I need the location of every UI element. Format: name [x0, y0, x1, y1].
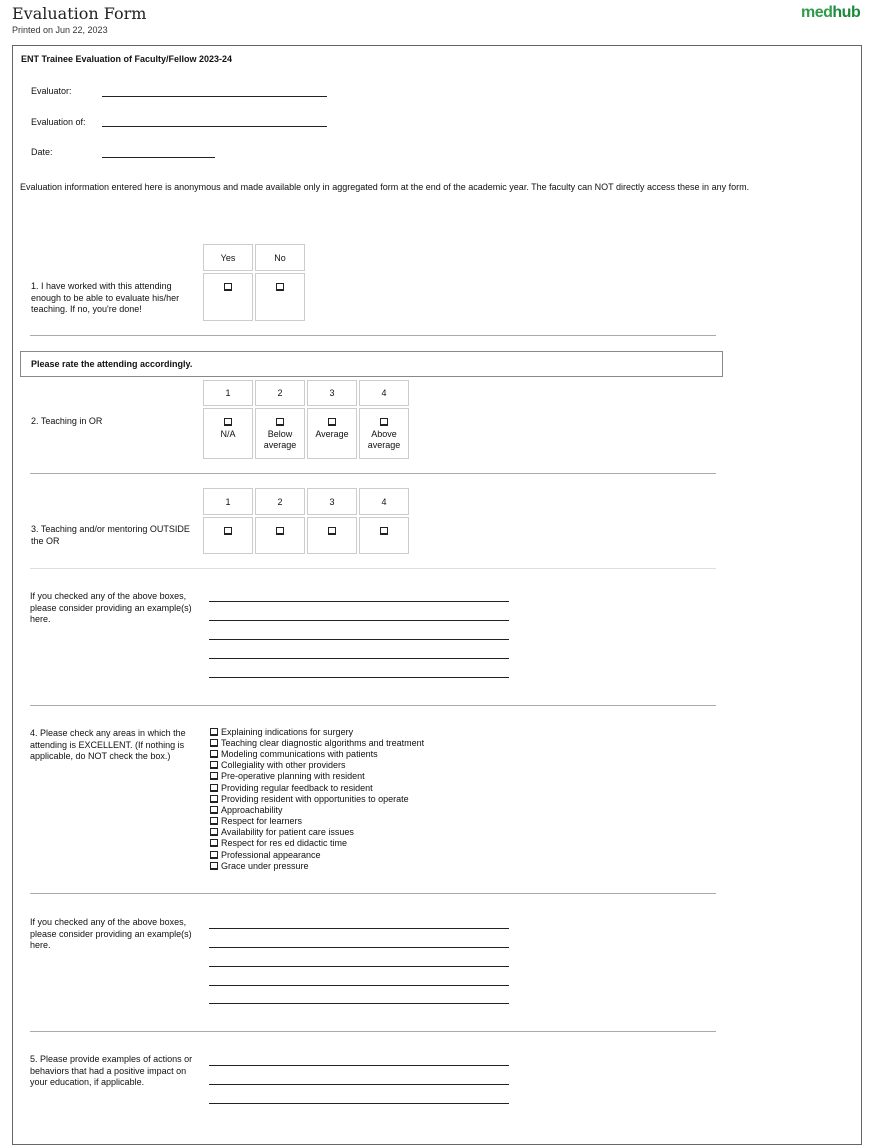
checkbox[interactable]: [210, 795, 218, 803]
q4-item: [210, 827, 424, 838]
q2-scale-4: 4: [359, 380, 409, 406]
checkbox[interactable]: [210, 750, 218, 758]
q4-item: [210, 737, 424, 748]
q3-checkbox-1[interactable]: [224, 527, 232, 535]
q5-line-1[interactable]: [209, 1065, 509, 1066]
q4-item: [210, 849, 424, 860]
q4-item: [210, 816, 424, 827]
q5-line-2[interactable]: [209, 1084, 509, 1085]
q2-cell-2: [255, 408, 305, 459]
q4-item-label: Respect for learners: [221, 816, 303, 827]
form-title: ENT Trainee Evaluation of Faculty/Fellow 2023-24: [21, 54, 233, 64]
q4-checklist: [210, 726, 424, 871]
q3-cell-4: [359, 517, 409, 554]
printed-date: Printed on Jun 22, 2023: [12, 25, 108, 35]
q4-question: 4. Please check any areas in which the attending is EXCELLENT. (If nothing is applicable, do NOT check the box.): [30, 728, 186, 761]
examples-1-line-4[interactable]: [209, 658, 509, 659]
evaluation-of-line[interactable]: [102, 126, 327, 127]
rate-section-header: Please rate the attending accordingly.: [20, 351, 723, 377]
q2-question: 2. Teaching in OR: [31, 416, 103, 426]
evaluation-of-label: Evaluation of:: [31, 117, 86, 127]
checkbox[interactable]: [210, 772, 218, 780]
q4-item: [210, 771, 424, 782]
checkbox[interactable]: [210, 806, 218, 814]
q4-item-label: Availability for patient care issues: [221, 827, 354, 838]
examples-1-line-1[interactable]: [209, 601, 509, 602]
q4-item-label: Collegiality with other providers: [221, 760, 346, 771]
q3-checkbox-4[interactable]: [380, 527, 388, 535]
examples-1-line-5[interactable]: [209, 677, 509, 678]
anonymity-notice: Evaluation information entered here is anonymous and made available only in aggregated form at the end of the academic year. The faculty can NOT directly access these in any form.: [20, 182, 750, 192]
q4-item: [210, 782, 424, 793]
q4-item-label: Explaining indications for surgery: [221, 726, 354, 737]
q2-label-average: Average: [315, 429, 349, 439]
q2-cell-3: [307, 408, 357, 459]
q3-question: 3. Teaching and/or mentoring OUTSIDE the OR: [31, 524, 190, 546]
q2-cell-4: [359, 408, 409, 459]
q5-question: 5. Please provide examples of actions or behaviors that had a positive impact on your education, if applicable.: [30, 1054, 193, 1087]
divider: [30, 473, 716, 474]
q3-cell-2: [255, 517, 305, 554]
examples-prompt-1: If you checked any of the above boxes, please consider providing an example(s) here.: [30, 591, 192, 624]
examples-1-line-2[interactable]: [209, 620, 509, 621]
q2-label-below-average: Below average: [263, 429, 297, 450]
q4-item: [210, 726, 424, 737]
q1-yes-checkbox[interactable]: [224, 283, 232, 291]
checkbox[interactable]: [210, 839, 218, 847]
q1-header-no: No: [255, 244, 305, 271]
q2-label-na: N/A: [220, 429, 236, 439]
divider: [30, 705, 716, 706]
q3-checkbox-3[interactable]: [328, 527, 336, 535]
divider: [30, 1031, 716, 1032]
q2-scale-3: 3: [307, 380, 357, 406]
q3-checkbox-2[interactable]: [276, 527, 284, 535]
q4-item: [210, 860, 424, 871]
examples-2-line-2[interactable]: [209, 947, 509, 948]
q2-label-above-average: Above average: [367, 429, 401, 450]
checkbox[interactable]: [210, 817, 218, 825]
page-title: Evaluation Form: [12, 4, 147, 23]
q1-question: 1. I have worked with this attending enough to be able to evaluate his/her teaching. If no, you're done!: [31, 281, 180, 314]
q4-item-label: Grace under pressure: [221, 860, 309, 871]
q3-scale-4: 4: [359, 488, 409, 515]
logo-part-med: med: [801, 4, 833, 21]
examples-2-line-4[interactable]: [209, 985, 509, 986]
q4-item: [210, 793, 424, 804]
q4-item-label: Approachability: [221, 804, 283, 815]
q3-cell-3: [307, 517, 357, 554]
q3-cell-1: [203, 517, 253, 554]
checkbox[interactable]: [210, 728, 218, 736]
q2-scale-2: 2: [255, 380, 305, 406]
q4-item-label: Respect for res ed didactic time: [221, 838, 348, 849]
examples-2-line-1[interactable]: [209, 928, 509, 929]
q3-scale-3: 3: [307, 488, 357, 515]
q5-line-3[interactable]: [209, 1103, 509, 1104]
examples-2-line-3[interactable]: [209, 966, 509, 967]
q4-item-label: Teaching clear diagnostic algorithms and treatment: [221, 737, 425, 748]
q2-na-checkbox[interactable]: [224, 418, 232, 426]
q4-item-label: Providing regular feedback to resident: [221, 782, 373, 793]
q4-item: [210, 838, 424, 849]
checkbox[interactable]: [210, 761, 218, 769]
q3-scale-1: 1: [203, 488, 253, 515]
divider: [30, 335, 716, 336]
date-label: Date:: [31, 147, 53, 157]
logo-part-hub: hub: [832, 4, 861, 21]
q2-below-average-checkbox[interactable]: [276, 418, 284, 426]
checkbox[interactable]: [210, 851, 218, 859]
q4-item: [210, 804, 424, 815]
checkbox[interactable]: [210, 828, 218, 836]
date-line[interactable]: [102, 157, 215, 158]
divider: [30, 568, 716, 569]
q4-item-label: Modeling communications with patients: [221, 748, 378, 759]
examples-1-line-3[interactable]: [209, 639, 509, 640]
checkbox[interactable]: [210, 862, 218, 870]
q3-scale-2: 2: [255, 488, 305, 515]
q4-item: [210, 760, 424, 771]
q2-average-checkbox[interactable]: [328, 418, 336, 426]
q2-cell-1: [203, 408, 253, 459]
q1-cell-no: [255, 273, 305, 321]
evaluator-label: Evaluator:: [31, 86, 72, 96]
checkbox[interactable]: [210, 784, 218, 792]
q4-item-label: Pre-operative planning with resident: [221, 771, 365, 782]
divider: [30, 893, 716, 894]
q4-item: [210, 748, 424, 759]
q2-scale-1: 1: [203, 380, 253, 406]
checkbox[interactable]: [210, 739, 218, 747]
medhub-logo: [801, 4, 860, 22]
evaluator-line[interactable]: [102, 96, 327, 97]
examples-2-line-5[interactable]: [209, 1003, 509, 1004]
q1-cell-yes: [203, 273, 253, 321]
q4-item-label: Providing resident with opportunities to operate: [221, 793, 409, 804]
examples-prompt-2: If you checked any of the above boxes, please consider providing an example(s) here.: [30, 917, 192, 950]
q4-item-label: Professional appearance: [221, 849, 321, 860]
q1-header-yes: Yes: [203, 244, 253, 271]
q2-above-average-checkbox[interactable]: [380, 418, 388, 426]
q1-no-checkbox[interactable]: [276, 283, 284, 291]
